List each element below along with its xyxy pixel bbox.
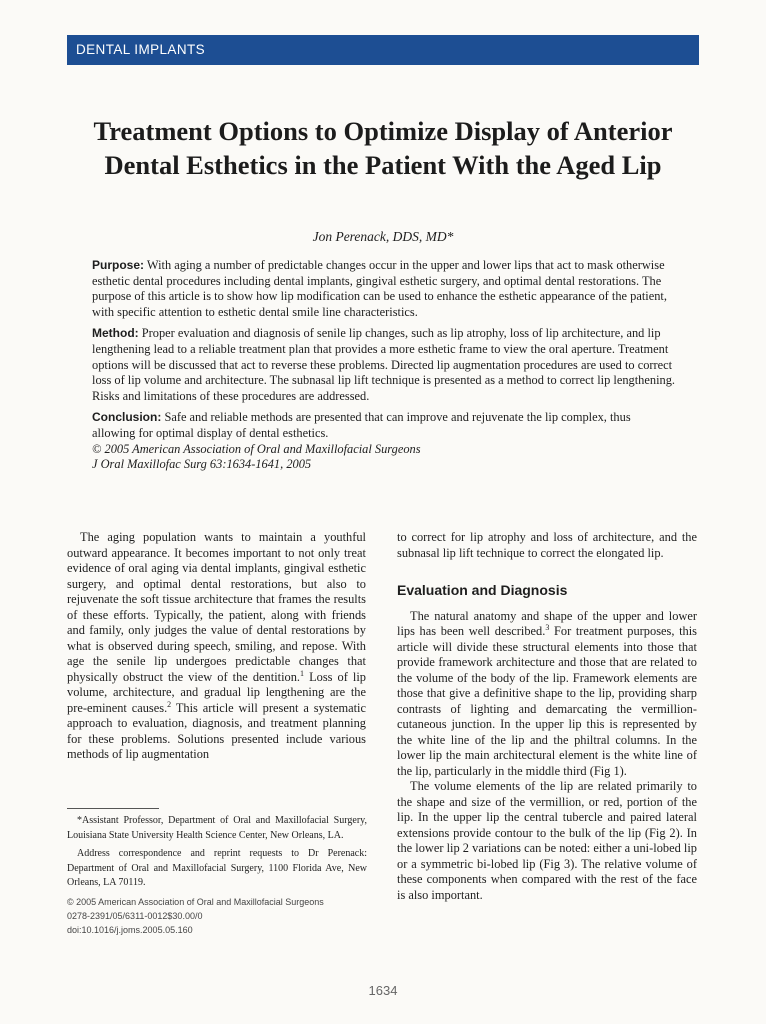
abstract-purpose	[92, 258, 675, 320]
article-title: Treatment Options to Optimize Display of Anterior Dental Esthetics in the Patient With the Aged Lip	[93, 116, 673, 180]
right-column	[397, 530, 697, 903]
footnote-affiliation: *Assistant Professor, Department of Oral and Maxillofacial Surgery, Louisiana State University Health Science Center, New Orleans, LA.	[67, 815, 367, 841]
ref-2: 2	[167, 699, 172, 709]
ref-1: 1	[300, 668, 305, 678]
footnote-copyright: © 2005 American Association of Oral and Maxillofacial Surgeons	[67, 896, 324, 907]
purpose-label: Purpose:	[92, 258, 145, 272]
abstract-method	[92, 326, 675, 404]
evaluation-paragraph-1	[397, 609, 697, 780]
author-line: Jon Perenack, DDS, MD*	[312, 229, 454, 244]
footnote-divider	[67, 808, 159, 809]
evaluation-paragraph-2: The volume elements of the lip are related primarily to the shape and size of the vermillion, or red, portion of the lip. In the upper lip the central tubercle and paired lateral extensions provide contour to the bulk of the lip (Fig 2). In the lower lip 2 variations can be noted: either a uni-lobed lip or a symmetric bi-lobed lip (Fig 3). The relative volume of these components when compared with the rest of the face is also important.	[397, 779, 697, 902]
conclusion-text: Safe and reliable methods are presented that can improve and rejuvenate the lip complex, thus allowing for optimal display of dental esthetics.	[92, 410, 631, 440]
abstract	[92, 258, 675, 473]
intro-paragraph	[67, 530, 366, 763]
footnote-address: Address correspondence and reprint requests to Dr Perenack: Department of Oral and Maxillofacial Surgery, 1100 Florida Ave, New Orleans, LA 70119.	[67, 848, 367, 888]
intro-text-a: The aging population wants to maintain a youthful outward appearance. It becomes important to not only treat evidence of oral aging via dental implants, gingival esthetic surgery, and optimal dental restorations, but also to rejuvenate the soft tissue architecture that frames the results of these efforts. Typically, the patient, along with friends and family, only judges the value of dental restorations by what is observed during speech, smiling, and repose. With age the senile lip undergoes predictable changes that physically obstruct the view of the dentition.	[67, 530, 366, 684]
method-text: Proper evaluation and diagnosis of senile lip changes, such as lip atrophy, loss of lip architecture, and lip lengthening lead to a reliable treatment plan that provides a more esthetic frame to view the oral aperture. Treatment options will be discussed that act to reverse these problems. Directed lip augmentation procedures are used to correct loss of lip volume and architecture. The subnasal lip lift technique is presented as a method to correct lip lengthening. Risks and limitations of these procedures are addressed.	[92, 326, 676, 403]
section-heading: Evaluation and Diagnosis	[397, 582, 568, 598]
left-column	[67, 530, 366, 763]
purpose-text: With aging a number of predictable changes occur in the upper and lower lips that act to mask otherwise esthetic dental procedures including dental implants, gingival esthetic surgery, and optimal dental restorations. The purpose of this article is to show how lip modification can be used to enhance the esthetic appearance of the patient, with specific attention to esthetic dental smile line characteristics.	[92, 258, 667, 319]
page-number: 1634	[368, 983, 398, 998]
ref-3: 3	[545, 622, 550, 632]
section-banner: DENTAL IMPLANTS	[67, 35, 699, 65]
p1-text-a: The natural anatomy and shape of the upper and lower lips has been well described.	[397, 608, 697, 638]
footnotes	[67, 814, 367, 937]
abstract-copyright: © 2005 American Association of Oral and Maxillofacial Surgeons	[92, 441, 421, 456]
intro-text-b: Loss of lip volume, architecture, and gradual lip lengthening are the pre-eminent causes.	[67, 669, 366, 715]
intro-text-c: This article will present a systematic approach to evaluation, diagnosis, and treatment planning for these problems. Solutions presented include various methods of lip augmentation	[67, 700, 366, 761]
conclusion-label: Conclusion:	[92, 410, 162, 425]
abstract-conclusion	[92, 410, 675, 441]
method-label: Method:	[92, 326, 139, 341]
footnote-issn: 0278-2391/05/6311-0012$30.00/0	[67, 910, 203, 921]
intro-continuation: to correct for lip atrophy and loss of architecture, and the subnasal lip lift technique to correct the elongated lip.	[397, 530, 697, 560]
p1-text-b: For treatment purposes, this article will divide these structural elements into those that provide framework architecture and those that are related to the volume of the body of the lip. Framework elements are those that give a definitive shape to the lip, providing sharp contrasts of lighting and demarcating the vermillion-cutaneous junction. In the upper lip this is represented by the white line of the lip and the philtral columns. In the lower lip the main architectural element is the white line of the lip, particularly in the middle third (Fig 1).	[397, 624, 697, 778]
journal-citation: J Oral Maxillofac Surg 63:1634-1641, 2005	[92, 457, 312, 472]
footnote-doi: doi:10.1016/j.joms.2005.05.160	[67, 924, 193, 935]
